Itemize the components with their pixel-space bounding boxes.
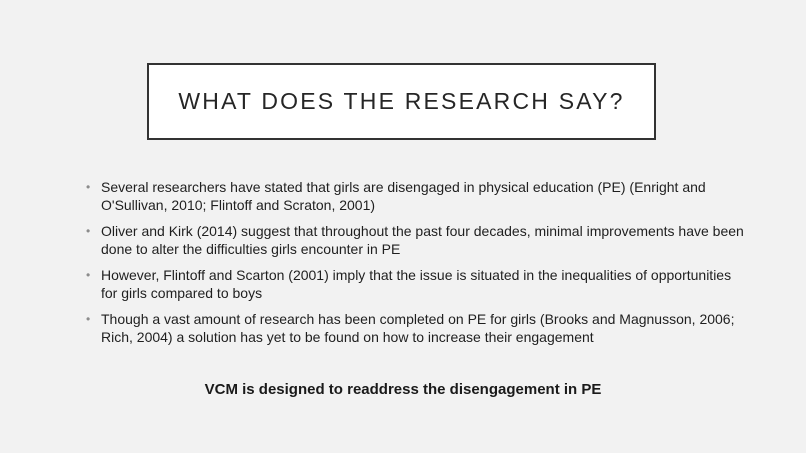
bullet-marker: • bbox=[86, 180, 91, 194]
conclusion-text: VCM is designed to readdress the disengagement in PE bbox=[204, 381, 602, 398]
bullet-text: Though a vast amount of research has been completed on PE for girls (Brooks and Magnusson, 2006; Rich, 2004) a solution has yet to be found on how to increase their engagement bbox=[101, 311, 735, 345]
list-item bbox=[86, 310, 746, 346]
bullet-text: However, Flintoff and Scarton (2001) imply that the issue is situated in the inequalities of opportunities for girls compared to boys bbox=[101, 267, 732, 301]
bullet-list bbox=[86, 178, 746, 354]
list-item bbox=[86, 266, 746, 302]
bullet-marker: • bbox=[86, 268, 91, 282]
slide-title: WHAT DOES THE RESEARCH SAY? bbox=[178, 88, 625, 114]
list-item bbox=[86, 222, 746, 258]
title-box bbox=[147, 63, 656, 140]
bullet-text: Oliver and Kirk (2014) suggest that throughout the past four decades, minimal improvements have been done to alter the difficulties girls encounter in PE bbox=[101, 223, 744, 257]
bullet-marker: • bbox=[86, 312, 91, 326]
bullet-text: Several researchers have stated that girls are disengaged in physical education (PE) (Enright and O'Sullivan, 2010; Flintoff and Scraton, 2001) bbox=[101, 179, 706, 213]
bullet-marker: • bbox=[86, 224, 91, 238]
list-item bbox=[86, 178, 746, 214]
